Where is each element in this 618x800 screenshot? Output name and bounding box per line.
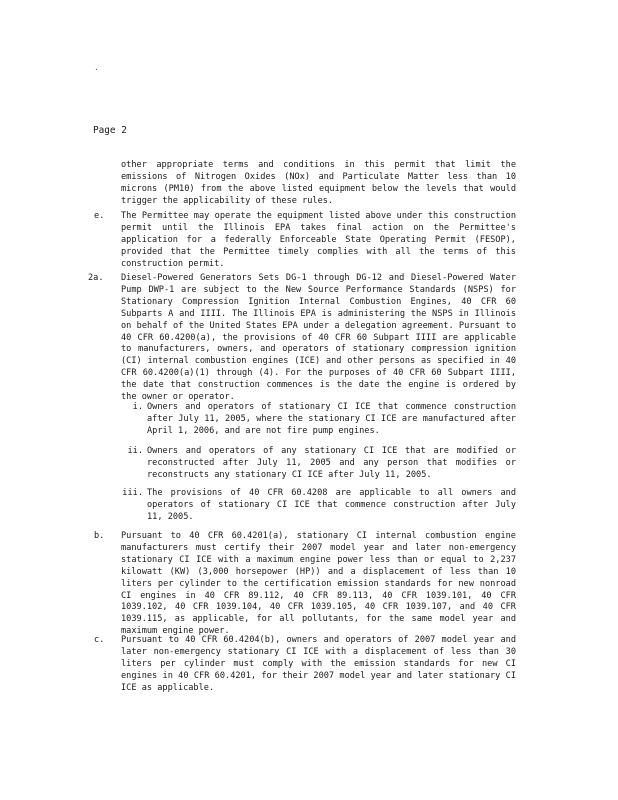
paragraph-text: Pursuant to 40 CFR 60.4204(b), owners and operators of 2007 model year and later non-emergency stationary CI ICE with a displacement of less than 30 liters per cylinder must comply with the emission standards for new CI engines in 40 CFR 60.4201, for their 2007 model year and later stationary CI ICE as applicable. (121, 635, 516, 693)
paragraph-text: The provisions of 40 CFR 60.4208 are applicable to all owners and operators of stationary CI ICE that commence construction after July 11, 2005. (147, 488, 516, 522)
page-number: Page 2 (93, 125, 127, 136)
item-e-paragraph (121, 211, 516, 271)
subitem-iii-paragraph (147, 488, 516, 524)
item-c-paragraph (121, 635, 516, 695)
scan-speck: . (94, 63, 99, 72)
item-c-label: c. (94, 635, 105, 645)
continuation-paragraph (121, 160, 516, 208)
paragraph-text: other appropriate terms and conditions in this permit that limit the emissions of Nitrogen Oxides (NOx) and Particulate Matter less than 10 microns (PM10) from the above listed equipment below the levels that would trigger the applicability of these rules. (121, 160, 516, 206)
item-e-label: e. (94, 211, 105, 221)
paragraph-text: Diesel-Powered Generators Sets DG-1 through DG-12 and Diesel-Powered Water Pump DWP-1 are subject to the New Source Performance Standards (NSPS) for Stationary Compression Ignition Internal Combustion Engines, 40 CFR 60 Subparts A and IIII. The Illinois EPA is administering the NSPS in Illinois on behalf of the United States EPA under a delegation agreement. Pursuant to 40 CFR 60.4200(a), the provisions of 40 CFR 60 Subpart IIII are applicable to manufacturers, owners, and operators of stationary compression ignition (CI) internal combustion engines (ICE) and other persons as specified in 40 CFR 60.4200(a)(1) through (4). For the purposes of 40 CFR 60 Subpart IIII, the date that construction commences is the date the engine is ordered by the owner or operator. (121, 273, 516, 403)
paragraph-text: Owners and operators of stationary CI ICE that commence construction after July 11, 2005, where the stationary CI ICE are manufactured after April 1, 2006, and are not fire pump engines. (147, 402, 516, 436)
subitem-i-label: i. (132, 402, 143, 412)
item-2a-label: 2a. (88, 273, 104, 283)
subitem-iii-label: iii. (122, 488, 143, 498)
paragraph-text: The Permittee may operate the equipment listed above under this construction permit until the Illinois EPA takes final action on the Permittee's application for a federally Enforceable State Operating Permit (FESOP), provided that the Permittee timely complies with all the terms of this construction permit. (121, 211, 516, 269)
item-b-paragraph (121, 531, 516, 638)
subitem-i-paragraph (147, 402, 516, 438)
paragraph-text: Pursuant to 40 CFR 60.4201(a), stationary CI internal combustion engine manufacturers must certify their 2007 model year and later non-emergency stationary CI ICE with a maximum engine power less than or equal to 2,237 kilowatt (KW) (3,000 horsepower (HP)) and a displacement of less than 10 liters per cylinder to the certification emission standards for new nonroad CI engines in 40 CFR 89.112, 40 CFR 89.113, 40 CFR 1039.101, 40 CFR 1039.102, 40 CFR 1039.104, 40 CFR 1039.105, 40 CFR 1039.107, and 40 CFR 1039.115, as applicable, for all pollutants, for the same model year and maximum engine power. (121, 531, 516, 637)
item-2a-paragraph (121, 273, 516, 404)
paragraph-text: Owners and operators of any stationary CI ICE that are modified or reconstructed after July 11, 2005 and any person that modifies or reconstructs any stationary CI ICE after July 11, 2005. (147, 446, 516, 480)
subitem-ii-paragraph (147, 446, 516, 482)
subitem-ii-label: ii. (127, 446, 143, 456)
item-b-label: b. (94, 531, 105, 541)
